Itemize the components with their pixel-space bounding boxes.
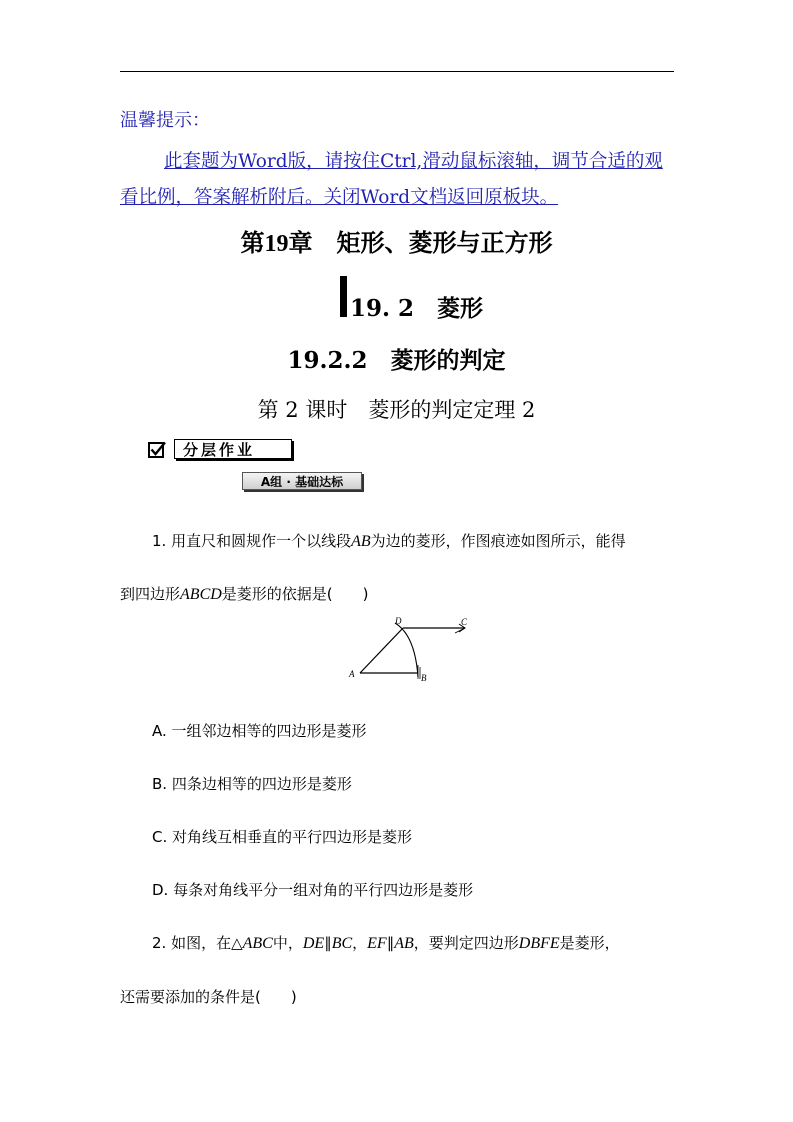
homework-label: 分层作业: [174, 439, 292, 459]
q2-de: DE: [302, 935, 325, 952]
q2-parallel-2: ∥: [386, 934, 395, 952]
q1-abcd: ABCD: [180, 586, 222, 603]
q2-abc: ABC: [242, 935, 273, 952]
q1-ab: AB: [351, 533, 371, 550]
q1-option-d[interactable]: D. 每条对角线平分一组对角的平行四边形是菱形: [152, 881, 474, 899]
q1-line1: [152, 530, 626, 551]
fig-label-b: B: [421, 673, 427, 683]
tip-text[interactable]: 此套题为Word版，请按住Ctrl,滑动鼠标滚轴，调节合适的观看比例，答案解析附后。关闭Word文档返回原板块。: [120, 151, 663, 208]
group-label: A组 · 基础达标: [242, 472, 362, 490]
q2-text-d: 是菱形，: [559, 934, 620, 952]
q2-bc: BC: [331, 935, 353, 952]
q1-text-b: 为边的菱形，作图痕迹如图所示，能得: [370, 532, 626, 550]
fig-label-a: A: [349, 669, 355, 679]
lesson-title: 第 2 课时 菱形的判定定理 2: [257, 398, 536, 422]
q1-option-c[interactable]: C. 对角线互相垂直的平行四边形是菱形: [152, 828, 413, 846]
header-rule: [120, 71, 674, 72]
q2-parallel-1: ∥: [324, 934, 332, 952]
q1-text-c: 到四边形: [120, 585, 181, 603]
q2-text-c: ，要判定四边形: [413, 934, 519, 952]
subsection-title: 19.2.2 菱形的判定: [287, 347, 506, 374]
q2-text-a: 2. 如图，在△: [152, 934, 243, 952]
section-title: 19. 2 菱形: [350, 295, 484, 322]
q2-comma: ，: [352, 934, 368, 952]
fig-label-c: C: [461, 617, 468, 627]
chapter-name: 章 矩形、菱形与正方形: [288, 228, 553, 257]
chapter-title: [0, 223, 793, 258]
q2-line2: 还需要添加的条件是( ): [120, 988, 297, 1006]
tip-title: 温馨提示：: [120, 110, 210, 131]
q1-line2: [120, 583, 369, 604]
q1-option-a[interactable]: A. 一组邻边相等的四边形是菱形: [152, 722, 367, 740]
chapter-prefix: 第: [240, 228, 265, 257]
q1-text-d: 是菱形的依据是( ): [221, 585, 369, 603]
q2-ef: EF: [367, 935, 387, 952]
chapter-number: 19: [264, 231, 289, 257]
q1-option-b[interactable]: B. 四条边相等的四边形是菱形: [152, 775, 352, 793]
q1-figure: [345, 615, 475, 685]
q2-dbfe: DBFE: [518, 935, 560, 952]
checkbox-checked-icon: [148, 441, 166, 459]
q2-line1: [152, 932, 620, 953]
section-bar: [340, 276, 347, 317]
fig-label-d: D: [395, 616, 402, 626]
q1-text-a: 1. 用直尺和圆规作一个以线段: [152, 532, 352, 550]
q2-text-b: 中，: [272, 934, 303, 952]
q2-ab: AB: [394, 935, 414, 952]
